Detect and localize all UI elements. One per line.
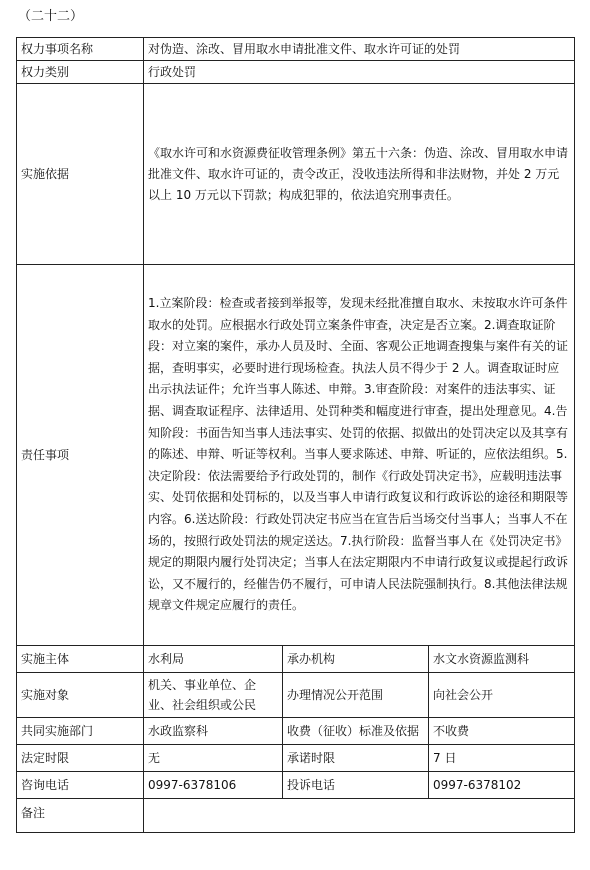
row-basis [17,84,575,265]
row-time-limit [17,745,575,772]
row-category [17,61,575,84]
value-subject: 水利局 [144,646,283,673]
value-complaint-phone: 0997-6378102 [429,772,575,799]
label-disclosure-scope: 办理情况公开范围 [283,673,429,718]
label-undertaking-agency: 承办机构 [283,646,429,673]
label-category: 权力类别 [17,61,144,84]
row-duty [17,265,575,646]
value-consult-phone: 0997-6378106 [144,772,283,799]
row-subject [17,646,575,673]
label-fee-standard: 收费（征收）标准及依据 [283,718,429,745]
label-promised-time-limit: 承诺时限 [283,745,429,772]
value-item-name: 对伪造、涂改、冒用取水申请批准文件、取水许可证的处罚 [144,38,575,61]
value-disclosure-scope: 向社会公开 [429,673,575,718]
value-promised-time-limit: 7 日 [429,745,575,772]
section-heading: （二十二） [18,9,84,24]
value-duty: 1.立案阶段：检查或者接到举报等，发现未经批准擅自取水、未按取水许可条件取水的处罚。应根据水行政处罚立案条件审查，决定是否立案。2.调查取证阶段：对立案的案件，承办人员及时、全面、客观公正地调查搜集与案件有关的证据，查明事实，必要时进行现场检查。执法人员不得少于 2 人。调查取证时应出示执法证件；允许当事人陈述、申辩。3.审查阶段：对案件的违法事实、证据、调查取证程序、法律适用、处罚种类和幅度进行审查，提出处理意见。4.告知阶段：书面告知当事人违法事实、处罚的依据、拟做出的处罚决定以及其享有的陈述、申辩、听证等权利。当事人要求陈述、申辩、听证的，应依法组织。5.决定阶段：依法需要给予行政处罚的，制作《行政处罚决定书》，应载明违法事实、处罚依据和处罚标的，以及当事人申请行政复议和行政诉讼的途径和期限等内容。6.送达阶段：行政处罚决定书应当在宣告后当场交付当事人；当事人不在场的，按照行政处罚法的规定送达。7.执行阶段：监督当事人在《处罚决定书》规定的期限内履行处罚决定；当事人在法定期限内不申请行政复议或提起行政诉讼，又不履行的，经催告仍不履行，可申请人民法院强制执行。8.其他法律法规规章文件规定应履行的责任。 [144,265,575,646]
power-item-table [16,37,575,833]
row-item-name [17,38,575,61]
label-complaint-phone: 投诉电话 [283,772,429,799]
value-remark [144,799,575,833]
value-basis: 《取水许可和水资源费征收管理条例》第五十六条：伪造、涂改、冒用取水申请批准文件、取水许可证的，责令改正，没收违法所得和非法财物，并处 2 万元以上 10 万元以下罚款；构成犯罪的，依法追究刑事责任。 [144,84,575,265]
value-joint-departments: 水政监察科 [144,718,283,745]
label-legal-time-limit: 法定时限 [17,745,144,772]
label-remark: 备注 [17,799,144,833]
value-category: 行政处罚 [144,61,575,84]
value-undertaking-agency: 水文水资源监测科 [429,646,575,673]
label-item-name: 权力事项名称 [17,38,144,61]
value-legal-time-limit: 无 [144,745,283,772]
label-consult-phone: 咨询电话 [17,772,144,799]
row-joint [17,718,575,745]
row-remark [17,799,575,833]
value-target: 机关、事业单位、企业、社会组织或公民 [144,673,283,718]
label-subject: 实施主体 [17,646,144,673]
row-target [17,673,575,718]
value-fee-standard: 不收费 [429,718,575,745]
label-basis: 实施依据 [17,84,144,265]
label-joint-departments: 共同实施部门 [17,718,144,745]
row-phone [17,772,575,799]
label-duty: 责任事项 [17,265,144,646]
label-target: 实施对象 [17,673,144,718]
